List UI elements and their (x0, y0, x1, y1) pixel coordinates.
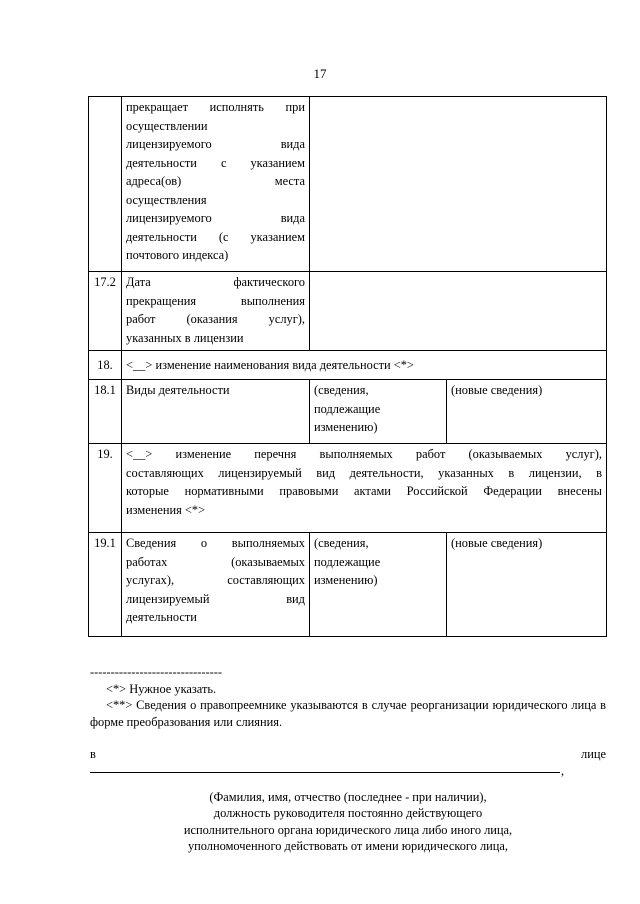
row-number: 18.1 (89, 380, 122, 444)
table-row-17-2 (89, 272, 607, 351)
row-number: 19. (89, 444, 122, 533)
label-line: лицензируемый вид (126, 591, 305, 606)
table-row-17-1-continued (89, 97, 607, 272)
label-line: деятельности (с указанием (126, 229, 305, 244)
label-line: работ (оказания услуг), (126, 312, 305, 326)
table-row-18 (89, 351, 607, 380)
label-line: указанных в лицензии (126, 330, 244, 345)
old-info-cell[interactable] (310, 380, 447, 444)
label-line: услугах), составляющих (126, 573, 305, 587)
heading-line: изменения <*> (126, 502, 206, 517)
heading-line: которые нормативными правовыми актами Российской Федерации внесены (126, 484, 602, 498)
signature-underline (90, 772, 560, 773)
new-info-cell[interactable]: (новые сведения) (447, 380, 607, 444)
footnote-1: <*> Нужное указать. (106, 681, 217, 696)
row-label (122, 533, 310, 637)
table-row-19 (89, 444, 607, 533)
label-line: Сведения о выполняемых (126, 536, 305, 550)
old-info-line: (сведения, (314, 383, 369, 397)
label-line: осуществлении (126, 118, 208, 133)
value-cell[interactable] (310, 272, 607, 351)
section-heading: <__> изменение наименования вида деятельности <*> (122, 351, 607, 380)
row-label (122, 272, 310, 351)
caption-line: (Фамилия, имя, отчество (последнее - при наличии), (209, 789, 487, 804)
old-info-line: изменению) (314, 420, 378, 434)
row-label: Виды деятельности (122, 380, 310, 444)
footnotes (90, 664, 606, 730)
signature-prefix: в (90, 747, 96, 761)
row-number: 17.2 (89, 272, 122, 351)
row-label (122, 97, 310, 272)
signature-block (90, 746, 606, 855)
label-line: лицензируемого вида (126, 211, 305, 225)
new-info-cell[interactable]: (новые сведения) (447, 533, 607, 637)
page-number: 17 (313, 66, 327, 81)
heading-line: <__> изменение перечня выполняемых работ (оказываемых услуг), (126, 447, 602, 461)
caption-line: исполнительного органа юридического лица либо иного лица, (183, 822, 513, 837)
label-line: прекращения выполнения (126, 293, 305, 308)
label-line: деятельности с указанием (126, 155, 305, 170)
label-line: адреса(ов) места (126, 174, 305, 188)
signature-suffix: лице (581, 747, 606, 761)
label-line: лицензируемого вида (126, 137, 305, 151)
signature-name-field[interactable] (90, 763, 606, 783)
label-line: Дата фактического (126, 275, 305, 289)
row-number: 18. (89, 351, 122, 380)
old-info-line: подлежащие (314, 401, 381, 416)
footnote-separator: -------------------------------- (90, 665, 223, 679)
heading-line: составляющих лицензируемый вид деятельности, указанных в лицензии, в (126, 465, 602, 480)
application-form-table (88, 96, 607, 637)
label-line: осуществления (126, 192, 207, 207)
footnote-2: <**> Сведения о правопреемнике указываются в случае реорганизации юридического лица в форме преобразования или слияния. (90, 698, 606, 729)
signature-comma: , (561, 763, 565, 778)
row-number: 19.1 (89, 533, 122, 637)
label-line: почтового индекса) (126, 248, 229, 262)
old-info-cell[interactable] (310, 533, 447, 637)
signature-row (90, 746, 606, 763)
old-info-line: (сведения, (314, 536, 369, 550)
caption-line: должность руководителя постоянно действующего (213, 806, 483, 820)
signature-caption (90, 789, 606, 855)
label-line: работах (оказываемых (126, 554, 305, 569)
section-heading (122, 444, 607, 533)
value-cell[interactable] (310, 97, 607, 272)
table-row-19-1 (89, 533, 607, 637)
row-number (89, 97, 122, 272)
label-line: прекращает исполнять при (126, 100, 305, 114)
caption-line: уполномоченного действовать от имени юридического лица, (187, 839, 509, 853)
label-line: деятельности (126, 610, 197, 624)
table-row-18-1 (89, 380, 607, 444)
old-info-line: подлежащие (314, 554, 381, 569)
old-info-line: изменению) (314, 573, 378, 587)
